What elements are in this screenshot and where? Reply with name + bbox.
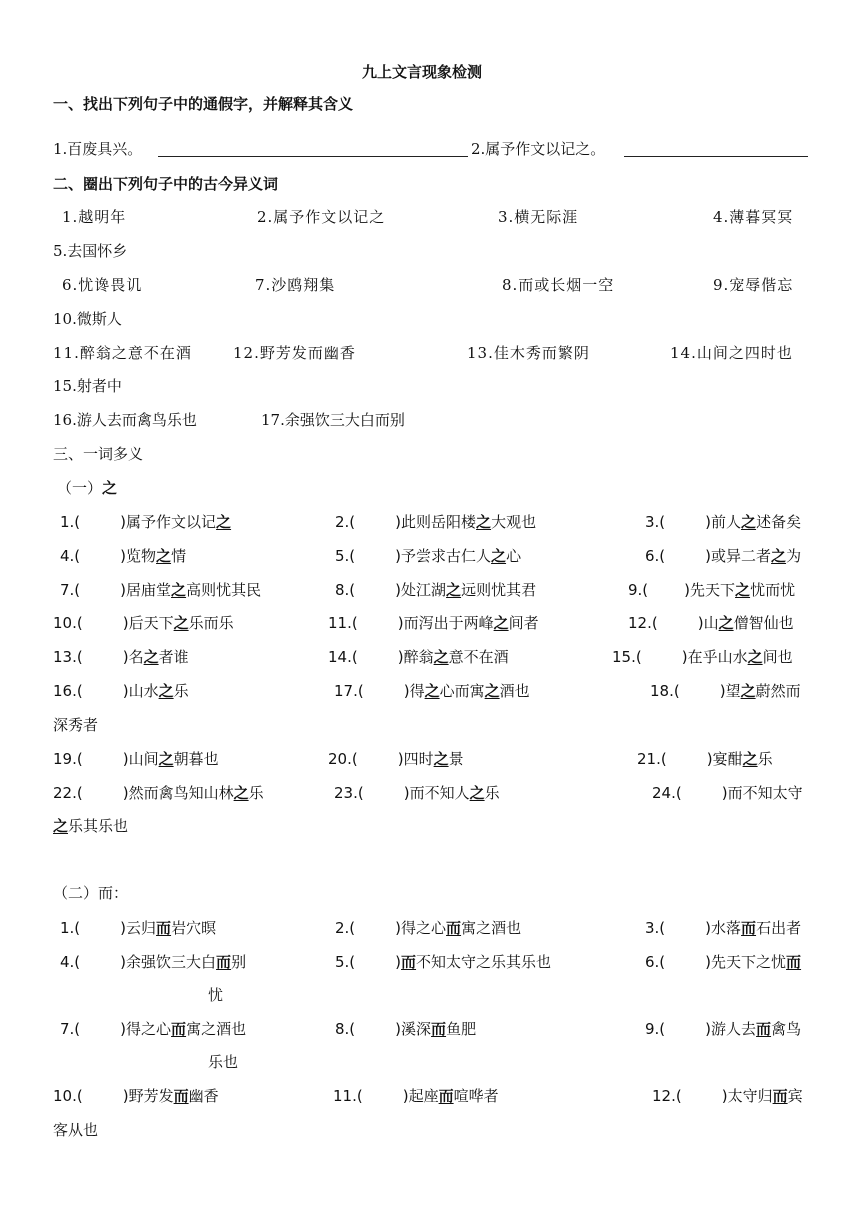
answer-paren[interactable]: ) <box>706 750 713 768</box>
sec2-item: 12.野芳发而幽香 <box>233 344 356 362</box>
word-meaning-item <box>652 1086 803 1106</box>
answer-paren[interactable]: ) <box>122 750 129 768</box>
item-text: 乐 <box>248 784 264 802</box>
sec2-item: 4.薄暮冥冥 <box>713 208 794 226</box>
target-word: 而 <box>772 1087 788 1105</box>
sub-label: （一） <box>57 479 103 497</box>
sec2-item: 13.佳木秀而繁阴 <box>467 344 590 362</box>
word-meaning-item <box>335 1019 476 1039</box>
target-word: 之 <box>53 817 69 835</box>
item-text: 余强饮三大白 <box>126 953 217 971</box>
target-word: 而 <box>438 1087 454 1105</box>
item-text: 予尝求古仁人 <box>401 547 492 565</box>
word-meaning-item <box>335 918 521 938</box>
target-word: 之 <box>143 648 159 666</box>
item-text: 名 <box>128 648 144 666</box>
word-meaning-item <box>335 952 551 972</box>
item-number: 1.( <box>60 513 81 531</box>
word-meaning-item <box>53 783 264 803</box>
target-word: 之 <box>476 513 492 531</box>
word-meaning-item <box>645 918 801 938</box>
word-meaning-item <box>645 1019 801 1039</box>
target-word: 而 <box>786 953 802 971</box>
item-text: 岩穴暝 <box>171 919 217 937</box>
item-number: 15.( <box>612 648 642 666</box>
target-word: 而 <box>171 1020 187 1038</box>
item-number: 20.( <box>328 750 358 768</box>
answer-paren[interactable]: ) <box>721 1087 728 1105</box>
item-text: 先天下 <box>690 581 736 599</box>
word-meaning-item <box>628 580 795 600</box>
item-text: 远则忧其君 <box>461 581 537 599</box>
item-number: 7.( <box>60 1020 81 1038</box>
word-meaning-item <box>335 546 521 566</box>
word-meaning-item <box>60 580 261 600</box>
sec2-item: 2.属予作文以记之 <box>257 208 386 226</box>
word-meaning-item <box>60 512 231 532</box>
word-meaning-item <box>334 783 500 803</box>
target-word: 之 <box>771 547 787 565</box>
target-word: 之 <box>433 750 449 768</box>
answer-paren[interactable]: ) <box>122 1087 129 1105</box>
item-text: 忧而忧 <box>750 581 796 599</box>
answer-blank-1[interactable] <box>158 156 468 157</box>
answer-paren[interactable]: ) <box>122 682 129 700</box>
item-text: 起座 <box>408 1087 439 1105</box>
item-number: 3.( <box>645 513 666 531</box>
answer-paren[interactable]: ) <box>403 682 410 700</box>
item-text: 朝暮也 <box>173 750 219 768</box>
sec2-item: 9.宠辱偕忘 <box>713 276 794 294</box>
item-text: 乐其乐也 <box>68 817 129 835</box>
wrap-text: 乐也 <box>208 1053 239 1071</box>
target-word: 之 <box>718 614 734 632</box>
item-text: 得 <box>409 682 425 700</box>
target-word: 而 <box>156 919 172 937</box>
item-text: 而不知人 <box>409 784 470 802</box>
answer-paren[interactable]: ) <box>122 784 129 802</box>
item-number: 7.( <box>60 581 81 599</box>
target-word: 而 <box>756 1020 772 1038</box>
item-text: 乐 <box>484 784 500 802</box>
target-word: 之 <box>493 614 509 632</box>
item-text: 景 <box>448 750 464 768</box>
word-meaning-item <box>333 1086 499 1106</box>
answer-paren[interactable]: ) <box>397 648 404 666</box>
item-text: 间也 <box>762 648 793 666</box>
answer-paren[interactable]: ) <box>120 513 127 531</box>
target-word: 之 <box>158 750 174 768</box>
answer-paren[interactable]: ) <box>395 547 402 565</box>
target-word: 而 <box>173 1087 189 1105</box>
item-text: 属予作文以记 <box>126 513 217 531</box>
item-text: 心而寓 <box>439 682 485 700</box>
item-number: 8.( <box>335 581 356 599</box>
item-number: 5.( <box>335 953 356 971</box>
item-number: 8.( <box>335 1020 356 1038</box>
sec2-item: 7.沙鸥翔集 <box>255 276 336 294</box>
item-text: 为 <box>786 547 802 565</box>
word-meaning-item <box>53 1086 219 1106</box>
item-text: 僧智仙也 <box>733 614 794 632</box>
answer-paren[interactable]: ) <box>719 682 726 700</box>
answer-paren[interactable]: ) <box>122 648 129 666</box>
item-number: 12.( <box>652 1087 682 1105</box>
word-meaning-item <box>652 783 803 803</box>
answer-paren[interactable]: ) <box>403 784 410 802</box>
answer-blank-2[interactable] <box>624 156 808 157</box>
sec2-item: 8.而或长烟一空 <box>502 276 615 294</box>
sub-heading-er: （二）而： <box>53 884 129 902</box>
item-text: 居庙堂 <box>126 581 172 599</box>
item-number: 6.( <box>645 547 666 565</box>
target-word: 而 <box>401 953 417 971</box>
target-word: 之 <box>491 547 507 565</box>
answer-paren[interactable]: ) <box>397 614 404 632</box>
sec2-item: 11.醉翁之意不在酒 <box>53 344 192 362</box>
word-meaning-item <box>328 749 464 769</box>
sec2-item: 17.余强饮三大白而别 <box>261 411 405 429</box>
section3-heading: 三、一词多义 <box>53 445 144 463</box>
item-text: 山 <box>703 614 719 632</box>
word-meaning-item <box>612 647 793 667</box>
target-word: 之 <box>740 682 756 700</box>
item-number: 19.( <box>53 750 83 768</box>
answer-paren[interactable]: ) <box>120 953 127 971</box>
item-text: 宾 <box>787 1087 803 1105</box>
item-text: 寓之酒也 <box>461 919 522 937</box>
item-text: 大观也 <box>491 513 537 531</box>
answer-paren[interactable]: ) <box>395 919 402 937</box>
item-number: 11.( <box>333 1087 363 1105</box>
word-meaning-item <box>328 613 539 633</box>
item-text: 而不知太守 <box>727 784 803 802</box>
item-text: 得之心 <box>126 1020 172 1038</box>
item-text: 得之心 <box>401 919 447 937</box>
answer-paren[interactable]: ) <box>721 784 728 802</box>
target-word: 之 <box>484 682 500 700</box>
item-number: 10.( <box>53 1087 83 1105</box>
item-text: 寓之酒也 <box>186 1020 247 1038</box>
answer-paren[interactable]: ) <box>705 953 712 971</box>
item-text: 高则忧其民 <box>186 581 262 599</box>
item-text: 先天下之忧 <box>711 953 787 971</box>
item-text: 酒也 <box>499 682 530 700</box>
item-text: 处江湖 <box>401 581 447 599</box>
word-meaning-item <box>60 952 246 972</box>
item-text: 不知太守之乐其乐也 <box>416 953 552 971</box>
word-meaning-item <box>53 749 219 769</box>
word-meaning-item <box>53 647 189 667</box>
answer-paren[interactable]: ) <box>120 919 127 937</box>
target-word: 之 <box>446 581 462 599</box>
item-text: 述备矣 <box>756 513 802 531</box>
item-number: 23.( <box>334 784 364 802</box>
target-word: 之 <box>742 750 758 768</box>
section1-heading: 一、找出下列句子中的通假字，并解释其含义 <box>53 95 354 113</box>
word-meaning-item <box>637 749 773 769</box>
sec2-item: 16.游人去而禽鸟乐也 <box>53 411 197 429</box>
sec2-item: 14.山间之四时也 <box>670 344 793 362</box>
item-number: 18.( <box>650 682 680 700</box>
item-text: 情 <box>171 547 187 565</box>
item-number: 9.( <box>645 1020 666 1038</box>
item-number: 5.( <box>335 547 356 565</box>
target-word: 之 <box>158 682 174 700</box>
target-word: 之 <box>433 648 449 666</box>
word-meaning-item <box>335 580 536 600</box>
word-meaning-item <box>645 546 801 566</box>
answer-paren[interactable]: ) <box>705 513 712 531</box>
target-word: 之 <box>216 513 232 531</box>
target-word: 之 <box>469 784 485 802</box>
answer-paren[interactable]: ) <box>402 1087 409 1105</box>
item-text: 前人 <box>711 513 742 531</box>
wrap-text: 客从也 <box>53 1121 99 1139</box>
item-text: 太守归 <box>727 1087 773 1105</box>
item-text: 后天下 <box>128 614 174 632</box>
word-meaning-item <box>53 613 234 633</box>
answer-paren[interactable]: ) <box>705 919 712 937</box>
sec2-item: 6.忧谗畏讥 <box>62 276 143 294</box>
answer-paren[interactable]: ) <box>681 648 688 666</box>
item-text: 此则岳阳楼 <box>401 513 477 531</box>
word-meaning-item <box>328 647 509 667</box>
target-word: 之 <box>171 581 187 599</box>
word-meaning-item <box>60 546 186 566</box>
word-meaning-item <box>650 681 801 701</box>
answer-paren[interactable]: ) <box>120 581 127 599</box>
item-text: 览物 <box>126 547 157 565</box>
answer-paren[interactable]: ) <box>395 953 402 971</box>
item-number: 9.( <box>628 581 649 599</box>
target-word: 而 <box>741 919 757 937</box>
item-text: 或异二者 <box>711 547 772 565</box>
answer-paren[interactable]: ) <box>684 581 691 599</box>
item-number: 10.( <box>53 614 83 632</box>
target-word: 之 <box>156 547 172 565</box>
answer-paren[interactable]: ) <box>120 547 127 565</box>
target-word: 之 <box>424 682 440 700</box>
word-meaning-item <box>334 681 530 701</box>
answer-paren[interactable]: ) <box>395 513 402 531</box>
target-word: 之 <box>741 513 757 531</box>
sec2-item: 5.去国怀乡 <box>53 242 128 260</box>
item-text: 而泻出于两峰 <box>403 614 494 632</box>
item-text: 石出者 <box>756 919 802 937</box>
item-text: 游人去 <box>711 1020 757 1038</box>
item-text: 山水 <box>128 682 159 700</box>
item-text: 在乎山水 <box>687 648 748 666</box>
item-text: 溪深 <box>401 1020 432 1038</box>
item-number: 13.( <box>53 648 83 666</box>
answer-paren[interactable]: ) <box>120 1020 127 1038</box>
wrap-text <box>53 816 128 836</box>
item-text: 者谁 <box>158 648 189 666</box>
word-meaning-item <box>53 681 189 701</box>
item-number: 1.( <box>60 919 81 937</box>
item-number: 12.( <box>628 614 658 632</box>
target-word: 之 <box>735 581 751 599</box>
item-number: 4.( <box>60 953 81 971</box>
sec2-item: 3.横无际涯 <box>498 208 579 226</box>
answer-paren[interactable]: ) <box>122 614 129 632</box>
target-word: 而 <box>216 953 232 971</box>
item-text: 鱼肥 <box>446 1020 477 1038</box>
sec2-item: 10.微斯人 <box>53 310 122 328</box>
answer-paren[interactable]: ) <box>395 1020 402 1038</box>
item-number: 21.( <box>637 750 667 768</box>
word-meaning-item <box>645 512 801 532</box>
item-text: 宴酣 <box>712 750 743 768</box>
wrap-text: 深秀者 <box>53 716 99 734</box>
item-number: 14.( <box>328 648 358 666</box>
item-text: 醉翁 <box>403 648 434 666</box>
item-number: 2.( <box>335 513 356 531</box>
section2-heading: 二、圈出下列句子中的古今异义词 <box>53 175 279 193</box>
item-text: 乐 <box>173 682 189 700</box>
item-number: 16.( <box>53 682 83 700</box>
item-text: 乐而乐 <box>188 614 234 632</box>
item-number: 11.( <box>328 614 358 632</box>
answer-paren[interactable]: ) <box>705 547 712 565</box>
item-text: 心 <box>506 547 522 565</box>
answer-paren[interactable]: ) <box>705 1020 712 1038</box>
item-text: 野芳发 <box>128 1087 174 1105</box>
page-title: 九上文言现象检测 <box>362 63 483 81</box>
word-meaning-item <box>645 952 801 972</box>
answer-paren[interactable]: ) <box>697 614 704 632</box>
wrap-text: 忧 <box>208 986 224 1004</box>
sec2-item: 15.射者中 <box>53 377 122 395</box>
item-text: 别 <box>231 953 247 971</box>
item-text: 山间 <box>128 750 159 768</box>
word-meaning-item <box>628 613 794 633</box>
target-word: 而 <box>446 919 462 937</box>
sub-heading-zhi <box>57 478 117 498</box>
item-number: 22.( <box>53 784 83 802</box>
word-meaning-item <box>335 512 536 532</box>
item-text: 四时 <box>403 750 434 768</box>
item-number: 4.( <box>60 547 81 565</box>
item-text: 禽鸟 <box>771 1020 802 1038</box>
item-text: 然而禽鸟知山林 <box>128 784 234 802</box>
item-text: 乐 <box>757 750 773 768</box>
item-text: 望 <box>725 682 741 700</box>
target-word: 之 <box>233 784 249 802</box>
sub-label-word: 之 <box>102 479 118 497</box>
item-number: 6.( <box>645 953 666 971</box>
answer-paren[interactable]: ) <box>397 750 404 768</box>
word-meaning-item <box>60 918 216 938</box>
item-text: 间者 <box>508 614 539 632</box>
sec1-question-2: 2.属予作文以记之。 <box>471 140 606 158</box>
item-number: 24.( <box>652 784 682 802</box>
item-text: 幽香 <box>188 1087 219 1105</box>
sec2-item: 1.越明年 <box>62 208 127 226</box>
word-meaning-item <box>60 1019 246 1039</box>
target-word: 之 <box>747 648 763 666</box>
item-text: 意不在酒 <box>448 648 509 666</box>
item-text: 水落 <box>711 919 742 937</box>
answer-paren[interactable]: ) <box>395 581 402 599</box>
item-number: 2.( <box>335 919 356 937</box>
item-text: 喧哗者 <box>453 1087 499 1105</box>
sec1-question-1: 1.百废具兴。 <box>53 140 143 158</box>
target-word: 而 <box>431 1020 447 1038</box>
item-number: 3.( <box>645 919 666 937</box>
item-text: 云归 <box>126 919 157 937</box>
item-number: 17.( <box>334 682 364 700</box>
target-word: 之 <box>173 614 189 632</box>
item-text: 蔚然而 <box>755 682 801 700</box>
